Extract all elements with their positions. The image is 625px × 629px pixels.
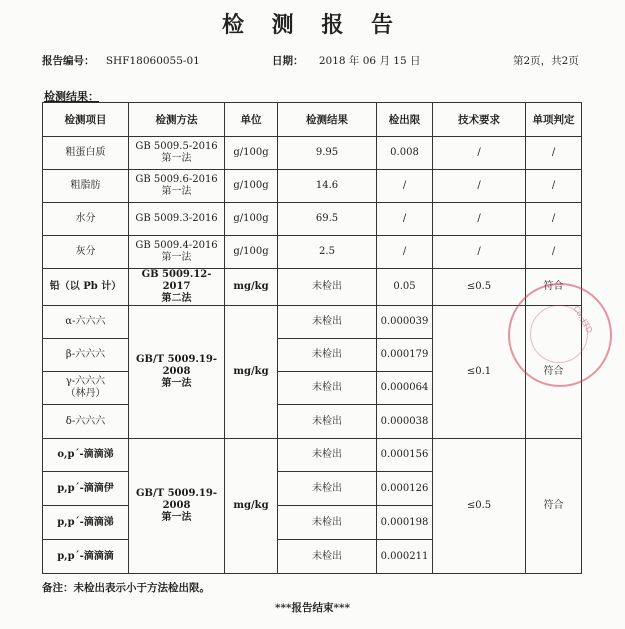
item-cell: 灰分	[43, 236, 129, 269]
seal-text: Co.,LTD	[571, 304, 595, 335]
result-cell: 69.5	[278, 203, 377, 236]
result-cell: 未检出	[278, 339, 377, 372]
requirement-cell: /	[433, 170, 526, 203]
unit-cell: mg/kg	[225, 439, 278, 574]
item-line: γ-六六六	[65, 376, 106, 387]
limit-cell: 0.000179	[377, 339, 433, 372]
limit-cell: 0.000064	[377, 372, 433, 405]
report-date	[272, 53, 420, 68]
table-row	[43, 137, 582, 170]
method-cell	[129, 269, 225, 306]
judgement-cell: /	[526, 236, 582, 269]
method-cell	[129, 306, 225, 439]
limit-cell: 0.000156	[377, 439, 433, 472]
page-number: 第2页，共2页	[513, 55, 579, 67]
item-cell: p,p´-滴滴涕	[43, 506, 129, 540]
result-cell: 未检出	[278, 540, 377, 574]
requirement-cell: /	[433, 236, 526, 269]
method-cell	[129, 236, 225, 269]
report-number	[42, 53, 200, 68]
method-line: GB 5009.12-2017	[141, 269, 212, 292]
method-line: GB 5009.5-2016	[135, 141, 218, 152]
table-row	[43, 203, 582, 236]
requirement-cell: ≤0.1	[433, 306, 526, 439]
requirement-cell: ≤0.5	[433, 439, 526, 574]
limit-cell: 0.000126	[377, 472, 433, 506]
item-cell: p,p´-滴滴滴	[43, 540, 129, 574]
limit-cell: 0.05	[377, 269, 433, 306]
method-cell	[129, 137, 225, 170]
column-header: 检测方法	[129, 103, 225, 137]
section-label: 检测结果：	[44, 90, 99, 103]
column-header: 单位	[225, 103, 278, 137]
result-cell: 14.6	[278, 170, 377, 203]
limit-cell: 0.000198	[377, 506, 433, 540]
item-cell: α-六六六	[43, 306, 129, 339]
item-cell: o,p´-滴滴涕	[43, 439, 129, 472]
item-cell: 铅（以 Pb 计）	[43, 269, 129, 306]
unit-cell: g/100g	[225, 236, 278, 269]
table-row	[43, 439, 582, 472]
column-header: 检测项目	[43, 103, 129, 137]
method-line: GB 5009.6-2016	[135, 174, 218, 185]
table-header-row	[43, 103, 582, 137]
unit-cell: g/100g	[225, 137, 278, 170]
limit-cell: 0.000038	[377, 405, 433, 439]
table-row	[43, 306, 582, 339]
unit-cell: g/100g	[225, 203, 278, 236]
judgement-cell: 符合	[526, 269, 582, 306]
judgement-cell: /	[526, 170, 582, 203]
requirement-cell: ≤0.5	[433, 269, 526, 306]
item-cell: δ-六六六	[43, 405, 129, 439]
report-title: 检 测 报 告	[222, 12, 403, 38]
table-row	[43, 170, 582, 203]
limit-cell: 0.000211	[377, 540, 433, 574]
judgement-cell: /	[526, 203, 582, 236]
column-header: 检出限	[377, 103, 433, 137]
method-cell	[129, 170, 225, 203]
method-line: 第一法	[161, 252, 192, 263]
result-cell: 9.95	[278, 137, 377, 170]
limit-cell: /	[377, 236, 433, 269]
report-number-label: 报告编号：	[42, 55, 95, 67]
method-line: 第一法	[161, 153, 192, 164]
method-line: 第一法	[161, 186, 192, 197]
requirement-cell: /	[433, 137, 526, 170]
column-header: 技术要求	[433, 103, 526, 137]
method-line: GB/T 5009.19-2008	[136, 354, 217, 377]
results-table	[42, 102, 582, 574]
result-cell: 未检出	[278, 269, 377, 306]
table-row	[43, 236, 582, 269]
report-date-value: 2018 年 06 月 15 日	[318, 55, 421, 67]
judgement-cell: 符合	[526, 439, 582, 574]
item-cell: 粗蛋白质	[43, 137, 129, 170]
item-cell	[43, 372, 129, 405]
result-cell: 未检出	[278, 506, 377, 540]
column-header: 单项判定	[526, 103, 582, 137]
method-line: GB/T 5009.19-2008	[136, 488, 217, 511]
item-cell: 粗脂肪	[43, 170, 129, 203]
limit-cell: /	[377, 170, 433, 203]
column-header: 检测结果	[278, 103, 377, 137]
limit-cell: 0.008	[377, 137, 433, 170]
report-number-value: SHF18060055-01	[105, 55, 200, 67]
judgement-cell: 符合	[526, 306, 582, 439]
item-line: （林丹）	[65, 388, 106, 399]
remark-note: 备注：未检出表示小于方法检出限。	[42, 582, 210, 594]
method-line: 第一法	[161, 512, 192, 523]
result-cell: 未检出	[278, 405, 377, 439]
result-cell: 未检出	[278, 306, 377, 339]
unit-cell: mg/kg	[225, 306, 278, 439]
item-cell: β-六六六	[43, 339, 129, 372]
result-cell: 未检出	[278, 472, 377, 506]
item-cell: 水分	[43, 203, 129, 236]
limit-cell: /	[377, 203, 433, 236]
report-end-marker: ***报告结束***	[275, 602, 350, 614]
report-date-label: 日期：	[272, 55, 304, 67]
judgement-cell: /	[526, 137, 582, 170]
method-line: GB 5009.4-2016	[135, 240, 218, 251]
requirement-cell: /	[433, 203, 526, 236]
unit-cell: mg/kg	[225, 269, 278, 306]
result-cell: 2.5	[278, 236, 377, 269]
method-line: 第一法	[161, 378, 192, 389]
table-row	[43, 269, 582, 306]
method-cell	[129, 439, 225, 574]
result-cell: 未检出	[278, 439, 377, 472]
limit-cell: 0.000039	[377, 306, 433, 339]
result-cell: 未检出	[278, 372, 377, 405]
item-cell: p,p´-滴滴伊	[43, 472, 129, 506]
unit-cell: g/100g	[225, 170, 278, 203]
method-line: 第二法	[161, 293, 192, 304]
method-cell: GB 5009.3-2016	[129, 203, 225, 236]
